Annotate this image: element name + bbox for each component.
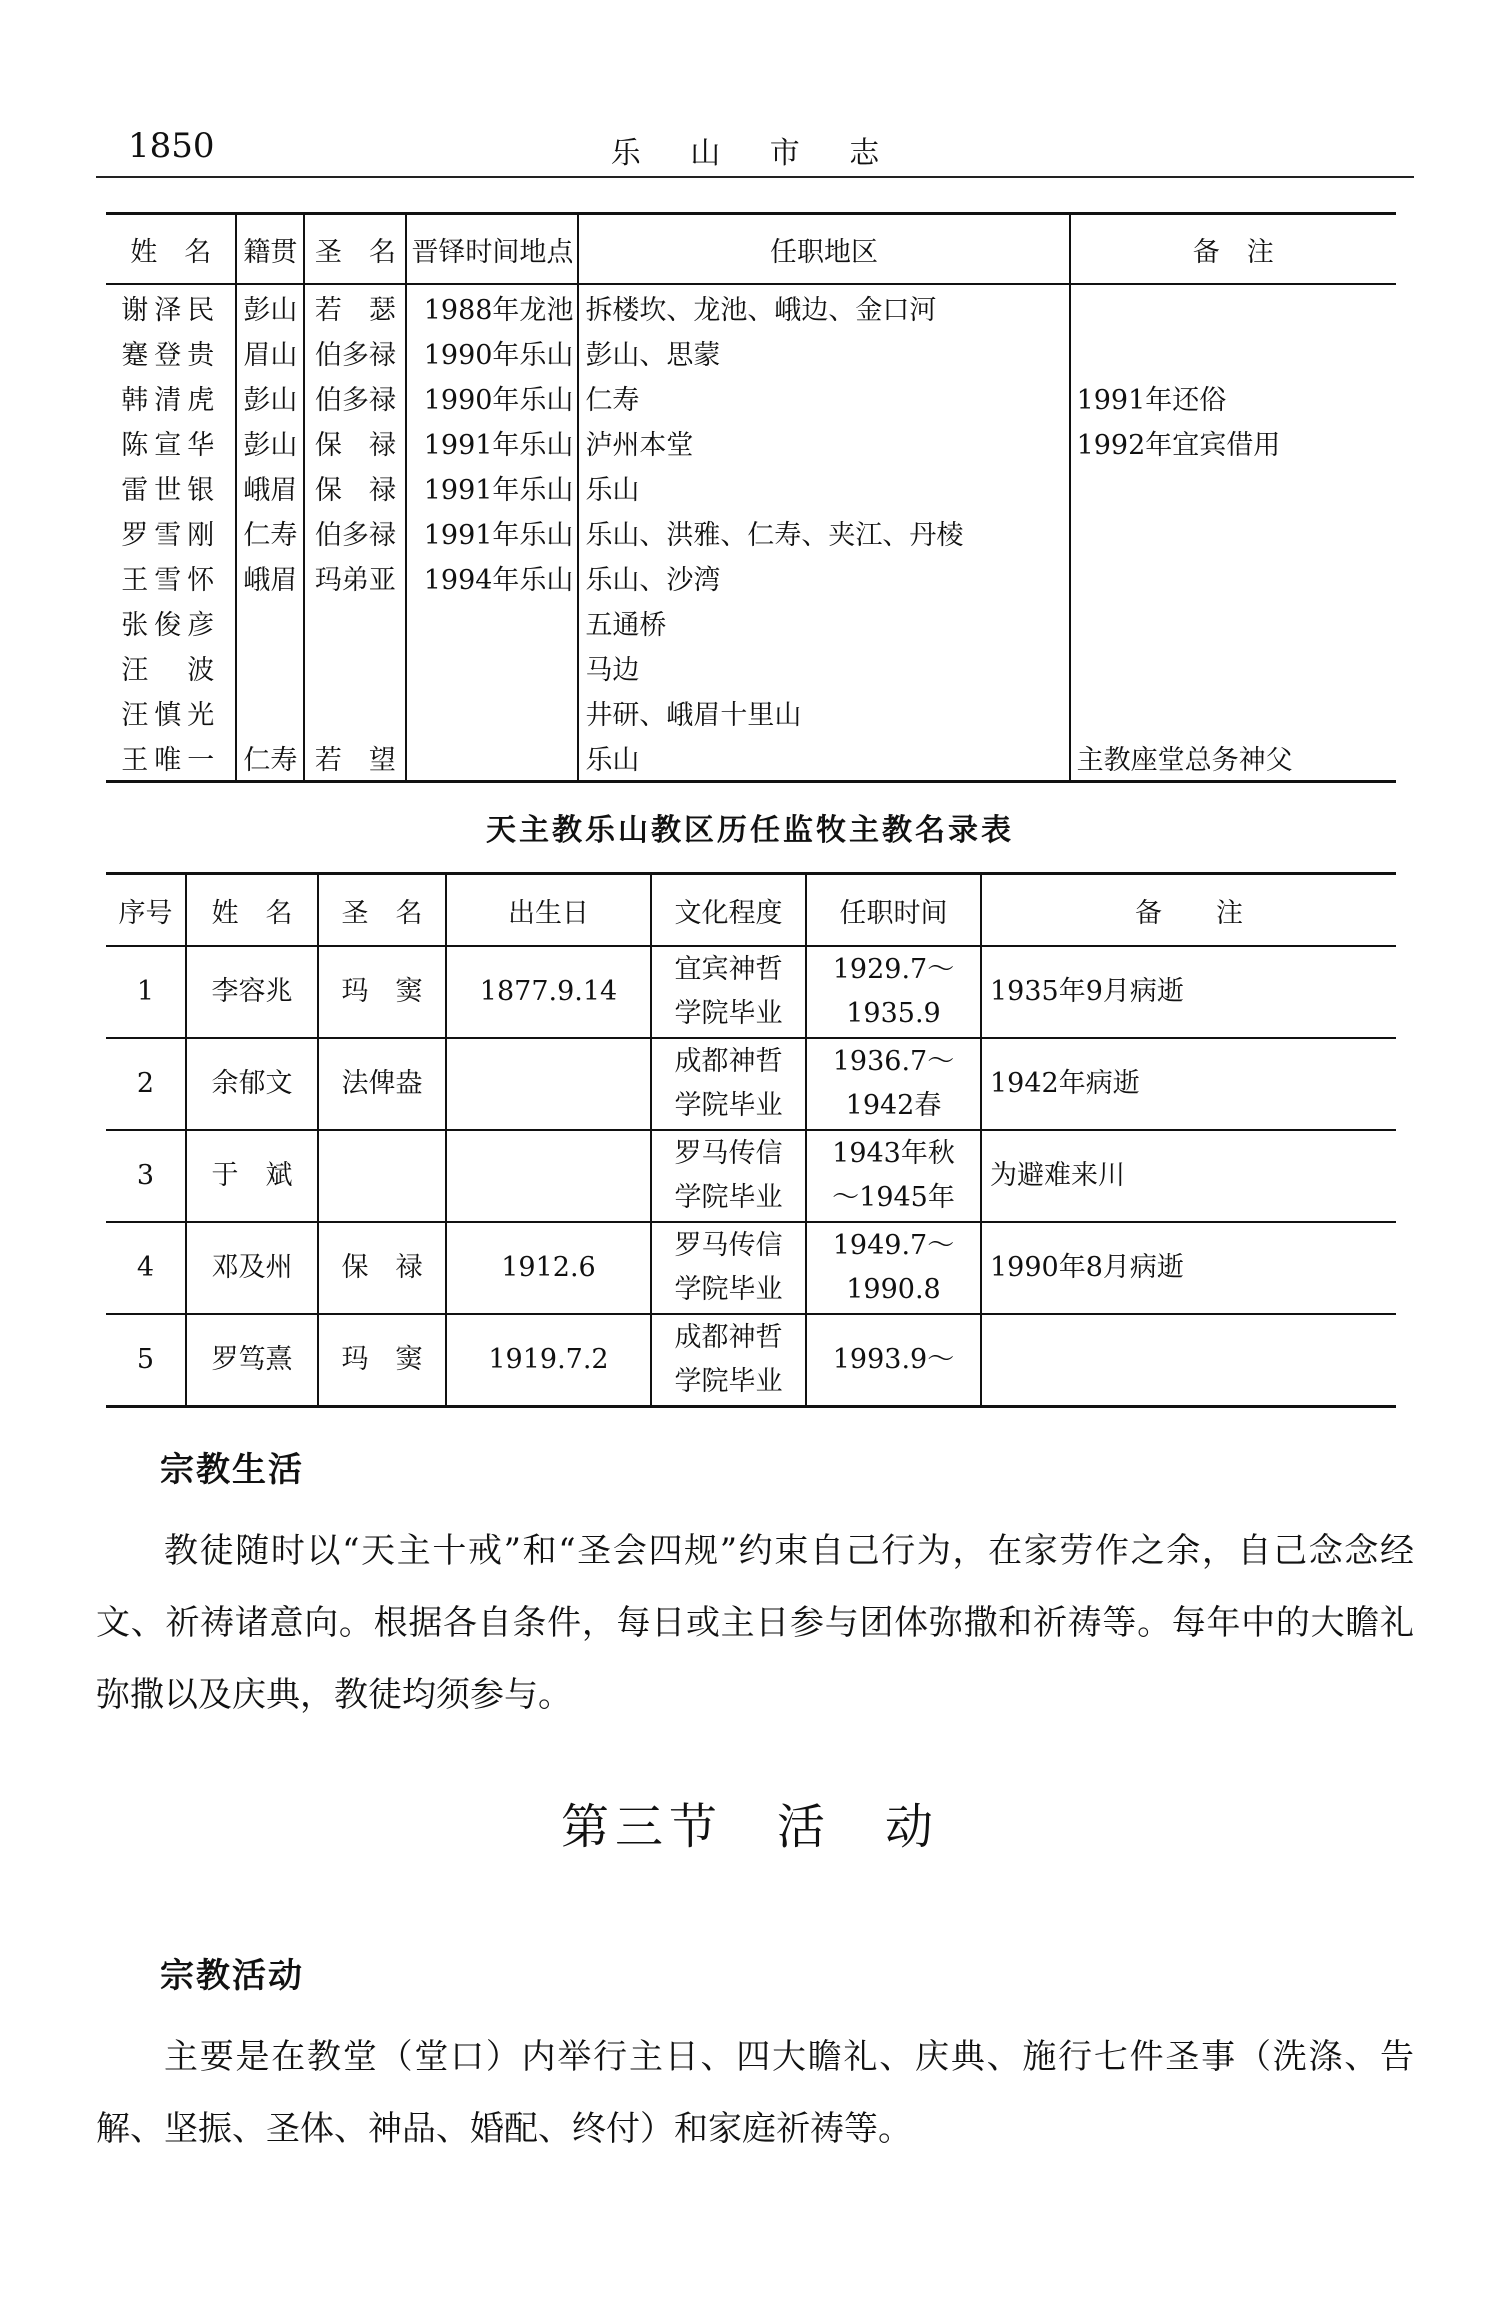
table-cell [446,1130,651,1222]
table-row [106,555,1396,600]
table-row [106,1130,1396,1222]
table-cell [1070,555,1396,600]
table-cell: 玛弟亚 [304,555,406,600]
table-cell: 玛 窦 [318,946,446,1038]
column-header: 圣 名 [304,214,406,285]
table-cell: 1991年乐山 [406,510,578,555]
table-cell: 若 望 [304,735,406,782]
table-cell: 彭山 [236,420,304,465]
table-cell: 拆楼坎、龙池、峨边、金口河 [578,284,1069,330]
column-header: 晋铎时间地点 [406,214,578,285]
table-cell: 1919.7.2 [446,1314,651,1407]
table-cell: 1 [106,946,186,1038]
table-cell [1070,645,1396,690]
table-cell: 雷世银 [121,475,221,506]
table-cell: 泸州本堂 [578,420,1069,465]
table-cell [651,1038,806,1130]
body-paragraph [96,2021,1414,2165]
column-header: 任职地区 [578,214,1069,285]
table-row [106,465,1396,510]
column-header: 备 注 [1070,214,1396,285]
table-cell: 王唯一 [121,745,221,776]
table-cell: 余郁文 [186,1038,318,1130]
table-cell [651,1314,806,1407]
table-cell: 罗笃熹 [186,1314,318,1407]
cell-line: 1990.8 [846,1274,941,1305]
table-header-row [106,214,1396,285]
column-header: 籍贯 [236,214,304,285]
cell-line: 学院毕业 [674,1182,783,1213]
cell-line: 1943年秋 [832,1138,955,1169]
column-header: 出生日 [446,874,651,947]
table-cell: 峨眉 [236,465,304,510]
table-cell: 1992年宜宾借用 [1070,420,1396,465]
table-row [106,284,1396,330]
table-header-row [106,874,1396,947]
column-header: 任职时间 [806,874,981,947]
cell-line: 成都神哲 [674,1046,783,1077]
table-cell: 张俊彦 [121,610,221,641]
table-cell: 伯多禄 [304,375,406,420]
table-row [106,1314,1396,1407]
cell-line: 1936.7～ [832,1046,955,1077]
table-row [106,330,1396,375]
table-cell: 峨眉 [236,555,304,600]
table-cell [304,645,406,690]
table-cell [806,1130,981,1222]
cell-line: 学院毕业 [674,1274,783,1305]
cell-line: 1993.9～ [832,1344,955,1375]
table-cell: 1991年乐山 [406,420,578,465]
table-cell: 马边 [578,645,1069,690]
table-cell: 保 禄 [304,465,406,510]
table-row [106,735,1396,782]
table-cell [1070,330,1396,375]
table-cell: 彭山、思蒙 [578,330,1069,375]
table-row [106,420,1396,465]
table-cell [651,1130,806,1222]
table-cell: 乐山 [578,465,1069,510]
table-cell [1070,284,1396,330]
table-row [106,375,1396,420]
running-title: 乐 山 市 志 [610,136,900,171]
table-row [106,510,1396,555]
table-cell: 李容兆 [186,946,318,1038]
table-cell [236,600,304,645]
header-rule [96,176,1414,178]
table-cell: 韩清虎 [121,385,221,416]
table-cell: 罗雪刚 [121,520,221,551]
column-header: 姓 名 [106,214,236,285]
cell-line: 1949.7～ [832,1230,955,1261]
cell-line: 成都神哲 [674,1322,783,1353]
column-header: 备 注 [981,874,1396,947]
table-cell: 彭山 [236,284,304,330]
cell-line: 学院毕业 [674,1090,783,1121]
table-cell: 2 [106,1038,186,1130]
body-paragraph [96,1515,1414,1731]
table-cell: 1912.6 [446,1222,651,1314]
table-cell [651,1222,806,1314]
table-cell: 乐山 [578,735,1069,782]
cell-line: 宜宾神哲 [674,954,783,985]
table-cell [406,645,578,690]
column-header: 姓 名 [186,874,318,947]
table-cell [304,690,406,735]
table-cell: 汪慎光 [121,700,221,731]
table-cell [1070,465,1396,510]
table-cell: 仁寿 [578,375,1069,420]
table-cell [318,1130,446,1222]
table-row [106,1038,1396,1130]
table-cell [806,1038,981,1130]
table-cell: 1988年龙池 [406,284,578,330]
table-cell: 保 禄 [318,1222,446,1314]
table-row [106,946,1396,1038]
priest-table [106,212,1396,783]
table-cell: 乐山、洪雅、仁寿、夹江、丹棱 [578,510,1069,555]
table-cell [304,600,406,645]
table-cell: 1991年还俗 [1070,375,1396,420]
table-row [106,690,1396,735]
table-cell: 主教座堂总务神父 [1070,735,1396,782]
paragraph-text: 教徒随时以“天主十戒”和“圣会四规”约束自己行为，在家劳作之余，自己念念经文、祈祷诸意向。根据各自条件，每日或主日参与团体弥撒和祈祷等。每年中的大瞻礼弥撒以及庆典，教徒均须参与。 [96,1531,1414,1715]
page-number: 1850 [128,126,215,166]
column-header: 文化程度 [651,874,806,947]
table-cell: 蹇登贵 [121,340,221,371]
table-row [106,645,1396,690]
table-cell [1070,600,1396,645]
table-cell [806,1314,981,1407]
table-cell: 伯多禄 [304,510,406,555]
table-cell [651,946,806,1038]
table-cell: 1991年乐山 [406,465,578,510]
table-cell: 1994年乐山 [406,555,578,600]
table-cell: 若 瑟 [304,284,406,330]
table-cell: 邓及州 [186,1222,318,1314]
table-cell: 于 斌 [186,1130,318,1222]
table-cell: 乐山、沙湾 [578,555,1069,600]
table-cell: 法俾盎 [318,1038,446,1130]
table-cell: 井研、峨眉十里山 [578,690,1069,735]
table-cell: 彭山 [236,375,304,420]
table-cell: 汪 波 [121,655,221,686]
table-cell: 五通桥 [578,600,1069,645]
table-cell [236,690,304,735]
section-heading: 宗教活动 [160,1956,304,1996]
bishop-table [106,872,1396,1408]
table-cell [236,645,304,690]
table-cell [981,1314,1396,1407]
table-row [106,600,1396,645]
section-heading: 宗教生活 [160,1450,304,1490]
table-cell [406,690,578,735]
cell-line: 学院毕业 [674,998,783,1029]
table-cell: 4 [106,1222,186,1314]
table-title: 天主教乐山教区历任监牧主教名录表 [486,813,1014,848]
paragraph-text: 主要是在教堂（堂口）内举行主日、四大瞻礼、庆典、施行七件圣事（洗涤、告解、坚振、圣体、神品、婚配、终付）和家庭祈祷等。 [96,2037,1414,2149]
table-cell: 5 [136,1344,155,1375]
cell-line: 1935.9 [846,998,941,1029]
table-cell: 仁寿 [236,510,304,555]
table-cell: 1990年乐山 [406,330,578,375]
table-cell [446,1038,651,1130]
table-cell [1070,690,1396,735]
table-cell [406,735,578,782]
page-header [96,120,1414,176]
table-cell: 1935年9月病逝 [981,946,1396,1038]
table-cell: 王雪怀 [121,565,221,596]
table-cell [1070,510,1396,555]
table-cell: 1990年8月病逝 [981,1222,1396,1314]
table-cell: 为避难来川 [981,1130,1396,1222]
table-cell: 1877.9.14 [446,946,651,1038]
table-cell: 眉山 [236,330,304,375]
cell-line: 学院毕业 [674,1366,783,1397]
table-cell: 玛 窦 [318,1314,446,1407]
cell-line: ～1945年 [832,1182,955,1213]
table-cell: 仁寿 [236,735,304,782]
table-cell: 1942年病逝 [981,1038,1396,1130]
column-header: 圣 名 [318,874,446,947]
column-header: 序号 [106,874,186,947]
table-row [106,1222,1396,1314]
table-cell [806,946,981,1038]
table-cell: 谢泽民 [121,295,221,326]
table-cell: 1990年乐山 [406,375,578,420]
table-cell: 保 禄 [304,420,406,465]
table-cell: 陈宣华 [121,430,221,461]
cell-line: 1929.7～ [832,954,955,985]
cell-line: 罗马传信 [674,1230,783,1261]
cell-line: 1942春 [845,1090,942,1121]
table-cell [406,600,578,645]
table-cell [806,1222,981,1314]
table-cell: 3 [106,1130,186,1222]
cell-line: 罗马传信 [674,1138,783,1169]
table-cell: 伯多禄 [304,330,406,375]
section-title: 第三节 活 动 [560,1799,939,1855]
